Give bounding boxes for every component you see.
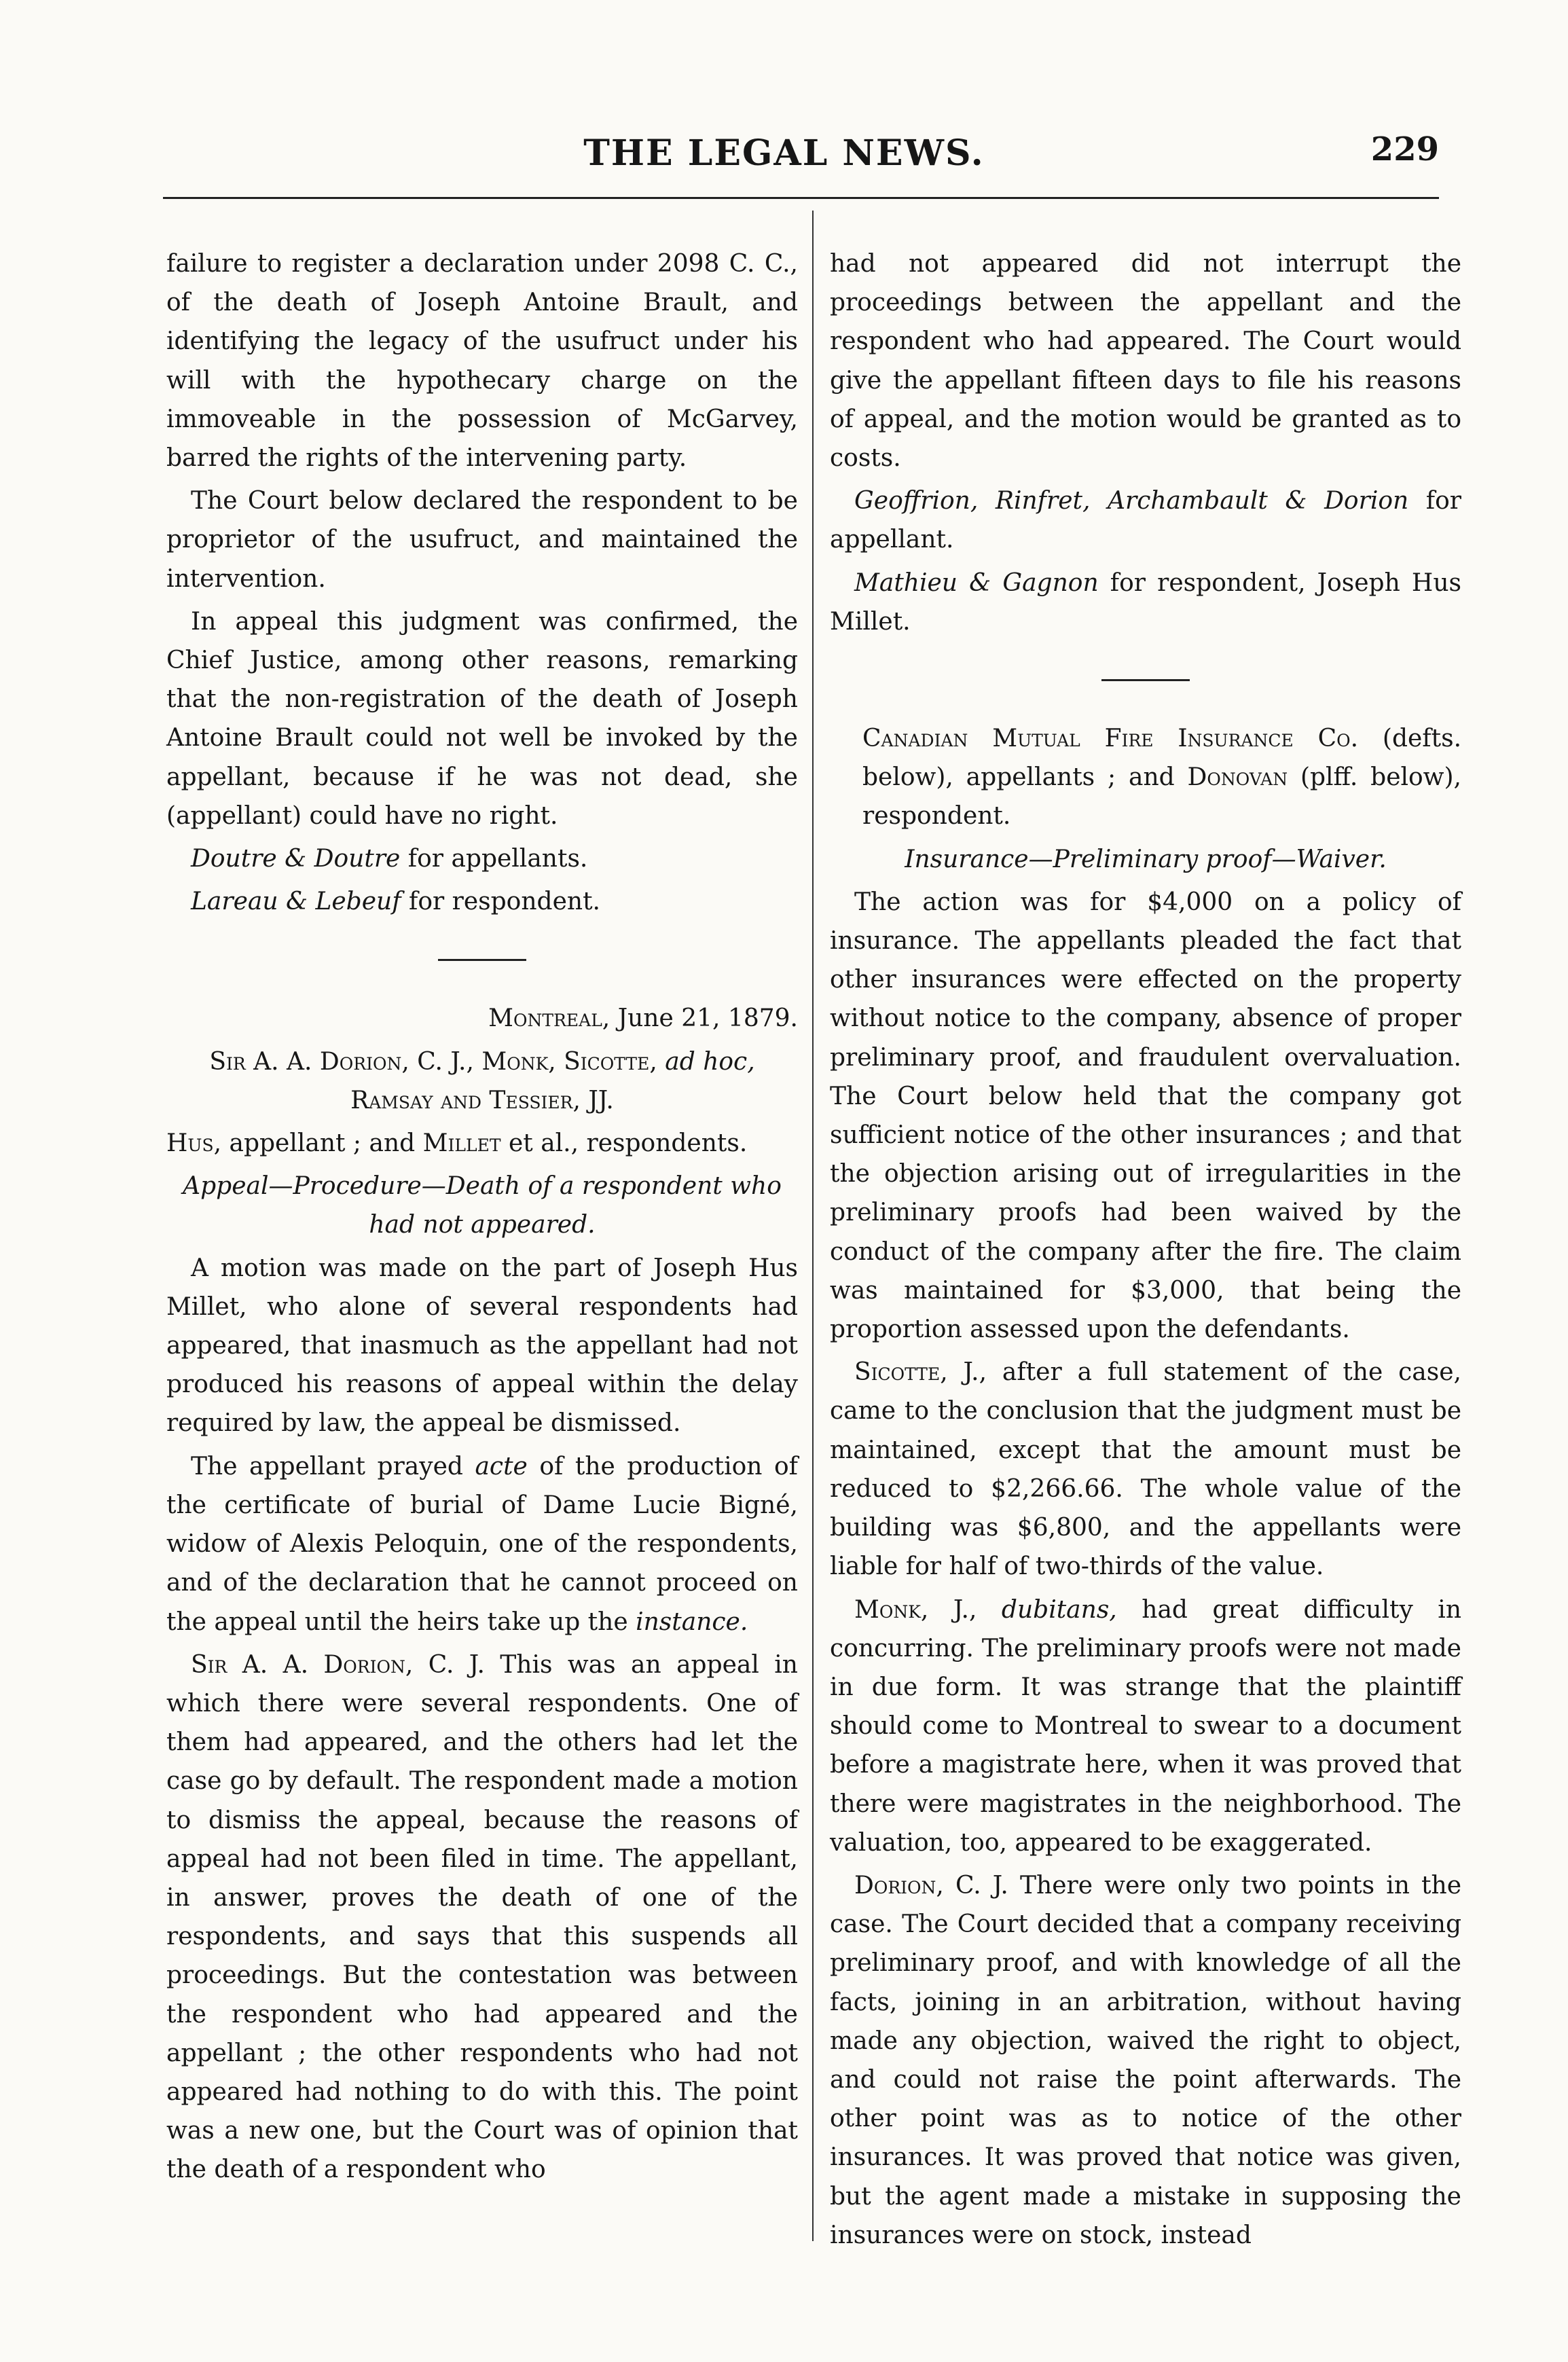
counsel-line [166,839,798,878]
headnote: Appeal—Procedure—Death of a respondent who had not appeared. [183,1172,782,1239]
counsel-names: Doutre & Doutre [191,845,401,873]
column-divider [812,211,814,2241]
judge-name: Sir A. A. Dorion, C. J. [191,1650,485,1679]
text-run: This was an appeal in which there were several respondents. One of them had appeared, and the others had let the case go by default. The respondent made a motion to dismiss the appeal, because the reasons of appeal had not been filed in time. The appellant, in answer, proves the death of one of the respondents, and says that this suspends all proceedings. But the contestation was between the respondent who had appeared and the appellant ; the other respondents who had not appeared had nothing to do with this. The point was a new one, but the Court was of opinion that the death of a respondent who [166,1650,798,2184]
left-column [166,244,798,2194]
counsel-names: Geoffrion, Rinfret, Archambault & Dorion [854,487,1409,515]
paragraph [830,1353,1461,1586]
paragraph [166,1646,798,2190]
paragraph [830,1591,1461,1862]
parties-line [166,1124,798,1163]
section-separator [1101,679,1190,681]
parties-text: appellant ; and [221,1129,423,1158]
paragraph: had not appeared did not interrupt the proceedings between the appellant and the respondent who had appeared. The Court would give the appellant fifteen days to file his reasons of appeal, and the motion would be granted as to costs. [830,250,1461,473]
counsel-line [166,882,798,921]
italic-term: instance. [636,1607,748,1636]
italic-term: acte [475,1452,528,1480]
dateline [166,999,798,1038]
headnote: Insurance—Preliminary proof—Waiver. [905,845,1387,873]
text-run: The appellant prayed [191,1452,475,1480]
paragraph [830,1866,1461,2255]
party-appellant: Canadian Mutual Fire Insurance Co. [862,725,1359,753]
paragraph: failure to register a declaration under 2098 C. C., of the death of Joseph Antoine Brault, and identifying the legacy of the usufruct under his will with the hypothecary charge on the immoveable in the possession of McGarvey, barred the rights of the intervening party. [166,250,798,473]
section-separator [438,959,526,961]
bench-judges-2: Ramsay and Tessier, JJ. [350,1086,614,1114]
case-text: (defts. below), appellants ; and [862,725,1462,792]
bench-adhoc: ad hoc, [665,1047,755,1076]
counsel-names: Lareau & Lebeuf [191,888,401,916]
page-number: 229 [1370,130,1439,168]
party-respondent: Donovan [1187,763,1288,792]
italic-term: dubitans, [977,1595,1117,1624]
paragraph [166,1447,798,1641]
dateline-city: Montreal, [488,1004,610,1033]
paragraph: The action was for $4,000 on a policy of insurance. The appellants pleaded the fact that other insurances were effected on the property without notice to the company, absence of proper preliminary proof, and fraudulent overvaluation. The Court below held that the company got sufficient notice of the other insurances ; and that the objection arising out of irregularities in the preliminary proofs had been waived by the conduct of the company after the fire. The claim was maintained for $3,000, that being the proportion assessed upon the defendants. [830,888,1461,1344]
bench-judges: Sir A. A. Dorion, C. J., Monk, Sicotte, [209,1047,666,1076]
counsel-role: for respondent. [401,888,600,916]
counsel-line [830,564,1461,641]
judge-name: Monk, J., [854,1595,977,1624]
bench-line [166,1042,798,1120]
counsel-line [830,482,1461,559]
running-header-title: THE LEGAL NEWS. [583,132,985,174]
text-run: of the production of the certificate of burial of Dame Lucie Bigné, widow of Alexis Peloquin, one of the respondents, and of the declaration that he cannot proceed on the appeal until the heirs take up the [166,1452,798,1636]
paragraph: In appeal this judgment was confirmed, the Chief Justice, among other reasons, remarking that the non-registration of the death of Joseph Antoine Brault could not well be invoked by the appellant, because if he was not dead, she (appellant) could have no right. [166,607,798,830]
counsel-role: for appellant. [830,487,1461,554]
text-run: There were only two points in the case. The Court decided that a company receiving preliminary proof, and with knowledge of all the facts, joining in an arbitration, without having made any objection, waived the right to object, and could not raise the point afterwards. The other point was as to notice of the other insurances. It was proved that notice was given, but the agent made a mistake in supposing the insurances were on stock, instead [830,1871,1462,2249]
text-run: had great difficulty in concurring. The preliminary proofs were not made in due form. It was strange that the plaintiff should come to Montreal to swear to a document before a magistrate here, when it was proved that there were magistrates in the neighborhood. The valuation, too, appeared to be exaggerated. [830,1595,1462,1857]
counsel-role: for appellants. [400,845,588,873]
counsel-role: for respondent, Joseph Hus Millet. [830,568,1461,636]
case-text-2: (plff. below), respondent. [862,763,1461,831]
counsel-names: Mathieu & Gagnon [854,568,1099,597]
dateline-date: June 21, 1879. [610,1004,798,1033]
paragraph: A motion was made on the part of Joseph Hus Millet, who alone of several respondents had appeared, that inasmuch as the appellant had not produced his reasons of appeal within the delay required by law, the appeal be dismissed. [166,1254,798,1438]
judge-name: Dorion, C. J. [854,1871,1008,1900]
case-title [830,719,1461,836]
header-rule [163,197,1439,199]
judge-name: Sicotte, J., [854,1358,987,1387]
text-run: after a full statement of the case, came to the conclusion that the judgment must be maintained, except that the amount must be reduced to $2,266.66. The whole value of the building was $6,800, and the appellants were liable for half of two-thirds of the value. [830,1358,1461,1581]
paragraph: The Court below declared the respondent to be proprietor of the usufruct, and maintained the intervention. [166,487,798,593]
party-appellant: Hus, [166,1129,222,1158]
right-column [830,244,1461,2259]
parties-text-2: et al., respondents. [500,1129,748,1158]
party-respondent: Millet [422,1129,501,1158]
